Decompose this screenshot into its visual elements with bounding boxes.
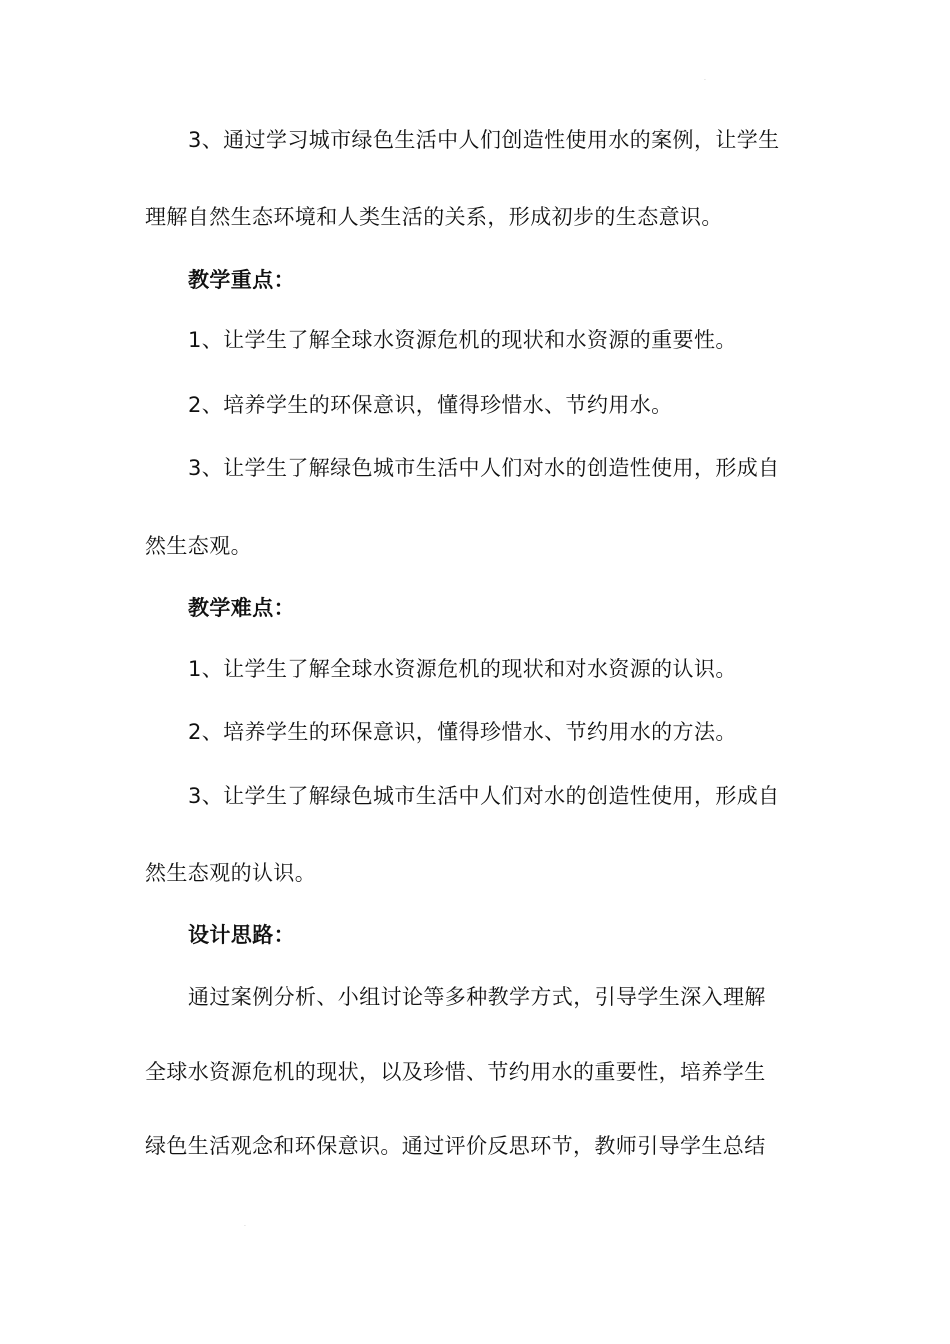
difficulties-item-3-line-1: 3、让学生了解绿色城市生活中人们对水的创造性使用，形成自 xyxy=(188,784,780,808)
page-corner-mark-bottom: . xyxy=(244,1221,246,1228)
difficulties-item-1: 1、让学生了解全球水资源危机的现状和对水资源的认识。 xyxy=(188,657,737,681)
key-points-item-3-line-1: 3、让学生了解绿色城市生活中人们对水的创造性使用，形成自 xyxy=(188,456,780,480)
difficulties-item-2: 2、培养学生的环保意识，懂得珍惜水、节约用水的方法。 xyxy=(188,720,737,744)
design-heading: 设计思路： xyxy=(188,923,295,947)
key-points-heading: 教学重点： xyxy=(188,268,295,292)
goal-3-line-2: 理解自然生态环境和人类生活的关系，形成初步的生态意识。 xyxy=(145,205,723,229)
difficulties-heading: 教学难点： xyxy=(188,596,295,620)
key-points-item-2: 2、培养学生的环保意识，懂得珍惜水、节约用水。 xyxy=(188,393,673,417)
key-points-item-1: 1、让学生了解全球水资源危机的现状和水资源的重要性。 xyxy=(188,328,737,352)
design-line-3: 绿色生活观念和环保意识。通过评价反思环节，教师引导学生总结 xyxy=(145,1134,766,1158)
design-line-2: 全球水资源危机的现状，以及珍惜、节约用水的重要性，培养学生 xyxy=(145,1060,766,1084)
difficulties-item-3-line-2: 然生态观的认识。 xyxy=(145,861,317,885)
design-line-1: 通过案例分析、小组讨论等多种教学方式，引导学生深入理解 xyxy=(188,985,766,1009)
page-corner-mark-top: . xyxy=(704,75,706,82)
key-points-item-3-line-2: 然生态观。 xyxy=(145,534,252,558)
goal-3-line-1: 3、通过学习城市绿色生活中人们创造性使用水的案例，让学生 xyxy=(188,128,780,152)
